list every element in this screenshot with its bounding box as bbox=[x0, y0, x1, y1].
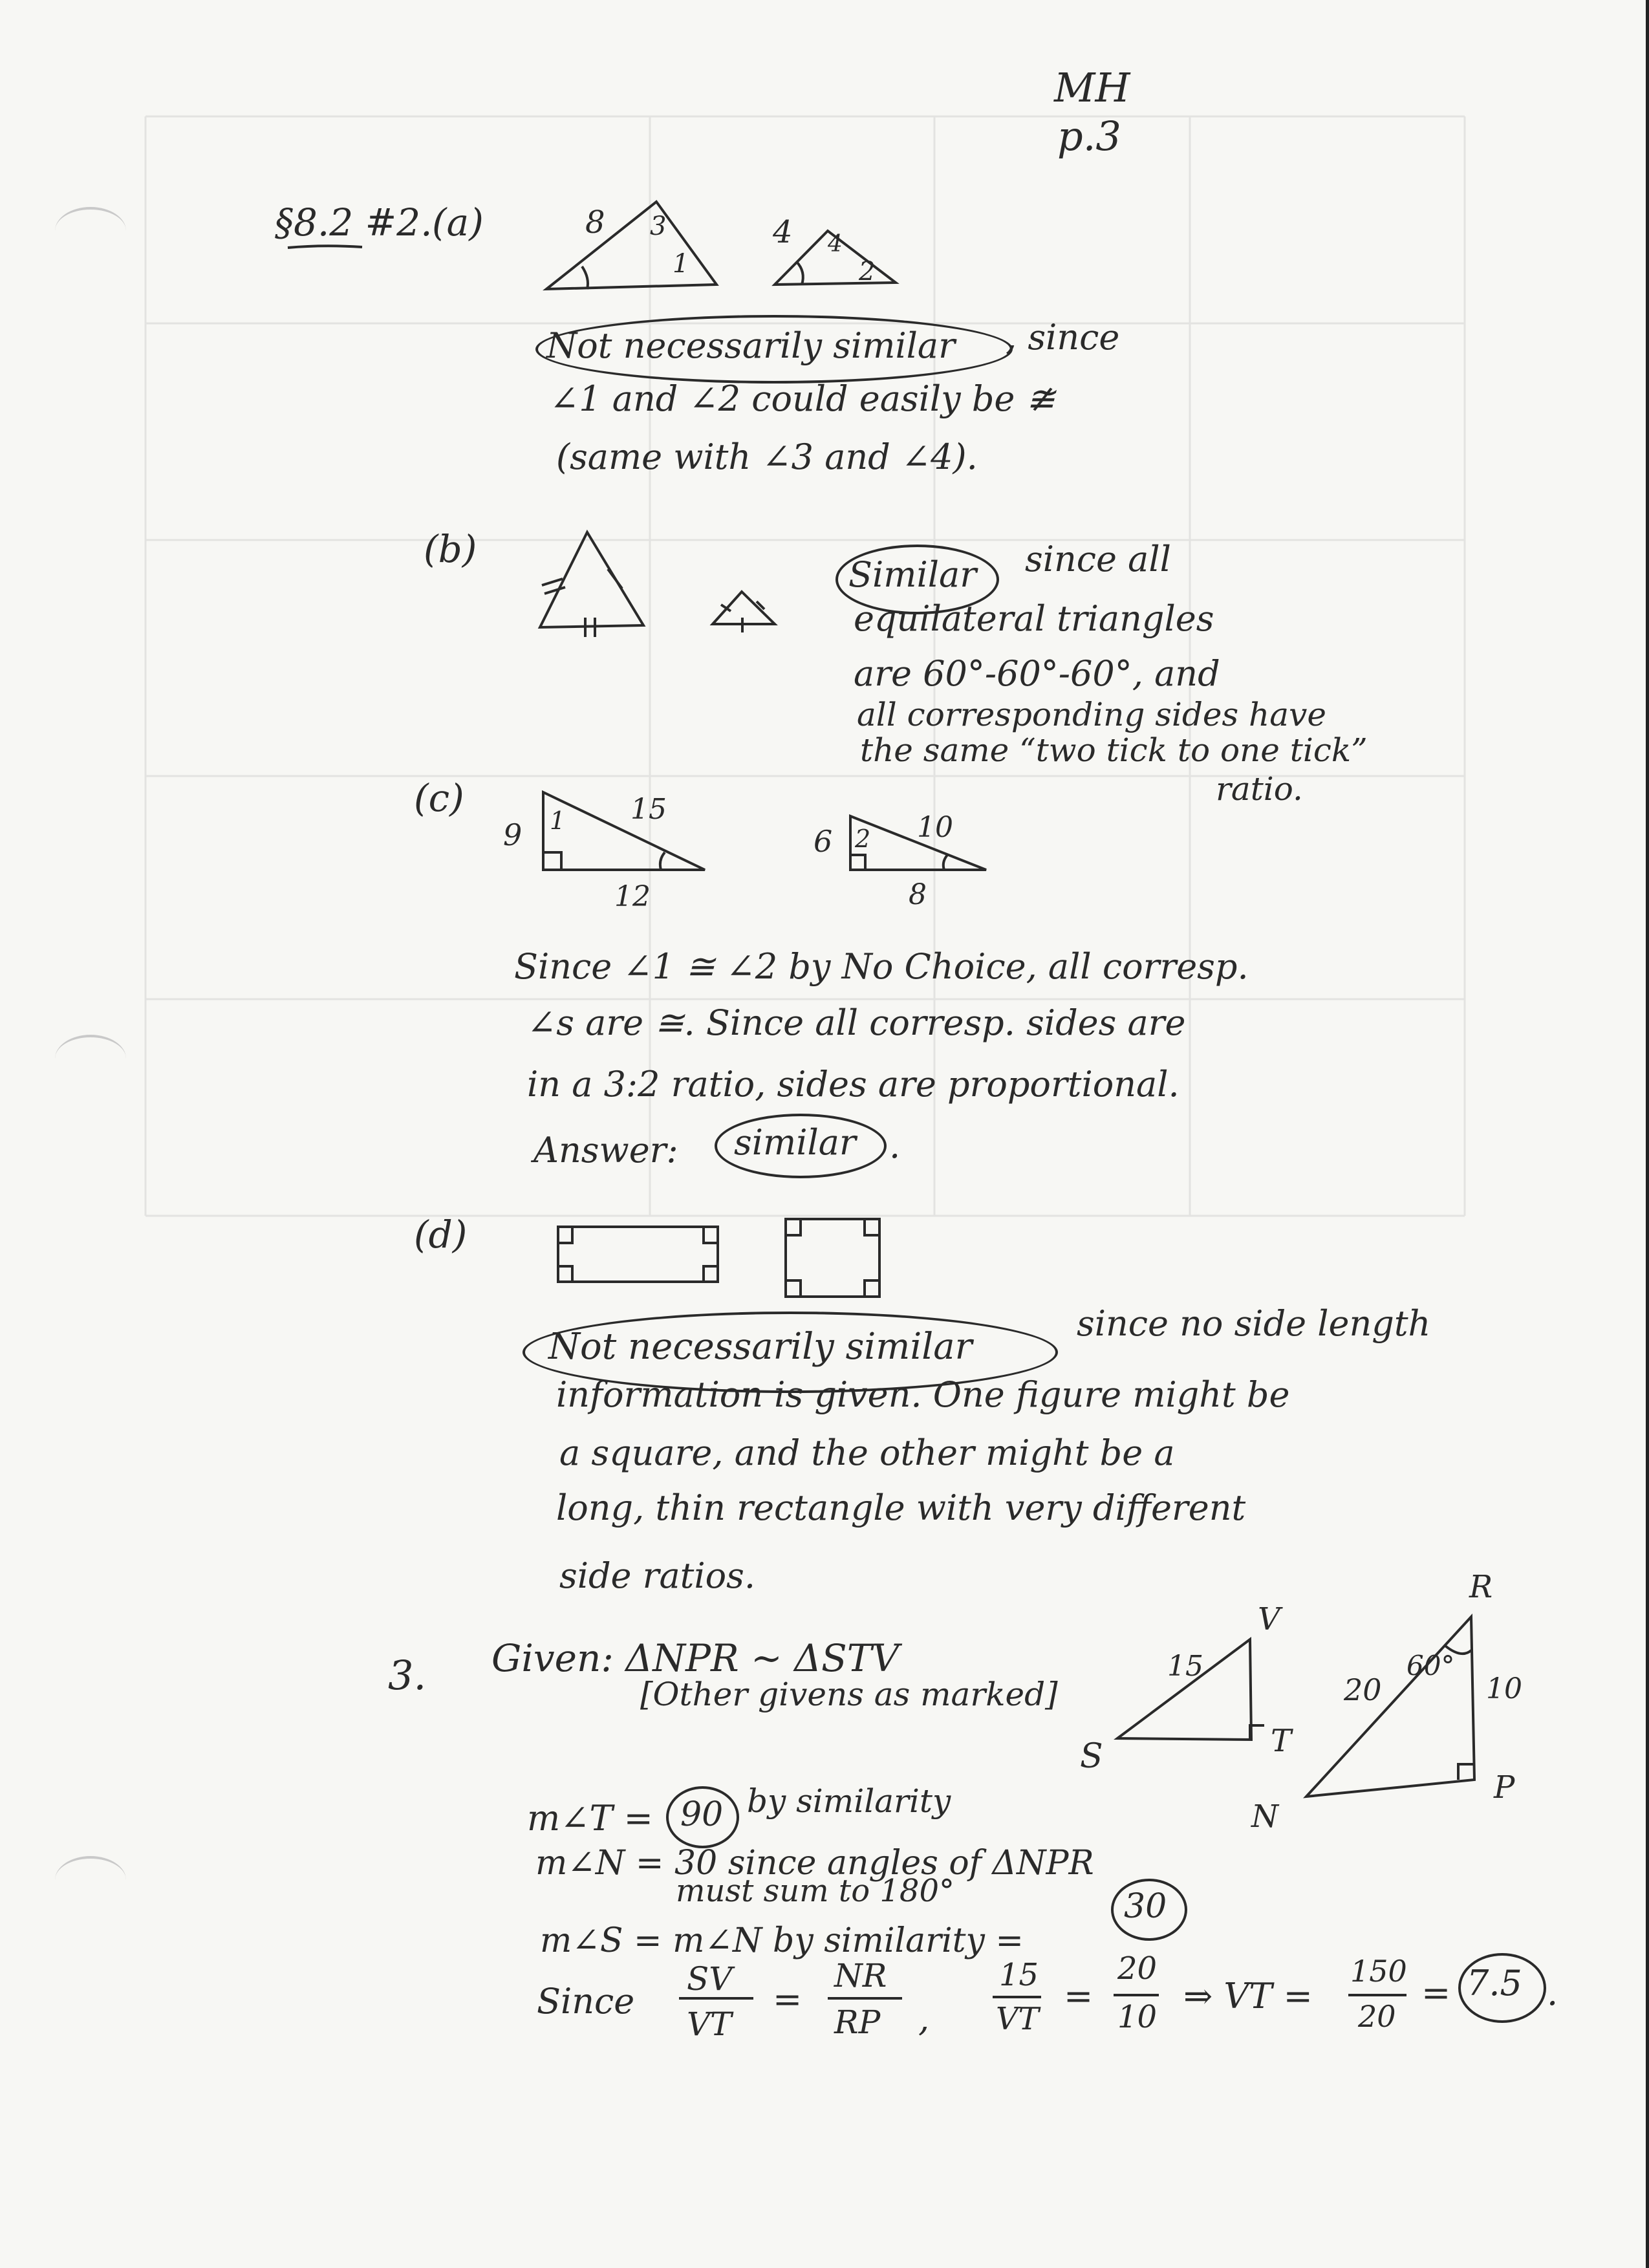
ratio-SV: SV bbox=[687, 1960, 733, 1998]
ratio-10: 10 bbox=[1117, 1999, 1158, 2035]
answer-b: Similar bbox=[848, 554, 977, 595]
fig-c-label-9: 9 bbox=[503, 817, 523, 852]
answer-d-line-3: a square, and the other might be a bbox=[559, 1432, 1175, 1473]
answer-d-since: since no side length bbox=[1077, 1303, 1431, 1344]
part-a-label: (a) bbox=[432, 200, 484, 244]
fig-c-label-8: 8 bbox=[909, 878, 927, 911]
implies-VT: ⇒ VT = bbox=[1183, 1976, 1313, 2016]
answer-c-period: . bbox=[889, 1125, 901, 1166]
final-answer: 7.5 bbox=[1467, 1963, 1522, 2003]
ratio-15: 15 bbox=[999, 1957, 1039, 1993]
angle-N-line: m∠N = 30 since angles of ΔNPR bbox=[535, 1844, 1094, 1883]
answer-c-line-1: Since ∠1 ≅ ∠2 by No Choice, all corresp. bbox=[514, 946, 1249, 987]
fig-3-label-20: 20 bbox=[1344, 1672, 1382, 1707]
answer-d: Not necessarily similar bbox=[548, 1326, 973, 1368]
fig-a-label-4-inner: 4 bbox=[828, 231, 843, 257]
problem-3-given: Given: ΔNPR ~ ΔSTV bbox=[491, 1636, 900, 1680]
header-page-number: p.3 bbox=[1057, 113, 1121, 160]
equals-1: = bbox=[773, 1979, 803, 2020]
ratio-VT-2: VT bbox=[996, 2001, 1039, 2037]
equals-2: = bbox=[1064, 1976, 1094, 2016]
answer-a-line-2: ∠1 and ∠2 could easily be ≇ bbox=[550, 378, 1055, 419]
fig-3-label-T: T bbox=[1271, 1723, 1292, 1759]
answer-a: Not necessarily similar bbox=[546, 325, 955, 366]
answer-c-line-2: ∠s are ≅. Since all corresp. sides are bbox=[527, 1002, 1186, 1043]
fig-3-label-15: 15 bbox=[1167, 1650, 1203, 1683]
fig-c-label-2: 2 bbox=[855, 825, 871, 853]
fig-a-label-1: 1 bbox=[673, 249, 689, 279]
problem-2-label: §8.2 #2. bbox=[275, 200, 433, 244]
answer-a-line-3: (same with ∠3 and ∠4). bbox=[556, 437, 978, 477]
fig-c-label-12: 12 bbox=[614, 880, 651, 913]
answer-a-since: , since bbox=[1006, 317, 1120, 358]
fig-3-label-V: V bbox=[1258, 1601, 1280, 1637]
answer-d-line-5: side ratios. bbox=[559, 1555, 756, 1596]
answer-b-line-3: are 60°-60°-60°, and bbox=[854, 653, 1220, 694]
fig-3-label-N: N bbox=[1251, 1798, 1278, 1835]
fig-c-label-10: 10 bbox=[917, 811, 953, 844]
angle-T-reason: by similarity bbox=[747, 1782, 951, 1820]
part-b-label: (b) bbox=[424, 527, 477, 571]
problem-3-other-givens: [Other givens as marked] bbox=[640, 1676, 1058, 1713]
ratio-VT: VT bbox=[687, 2005, 732, 2043]
angle-N-line-2: must sum to 180° bbox=[676, 1873, 954, 1909]
comma: , bbox=[918, 1998, 930, 2039]
answer-b-line-4: all corresponding sides have bbox=[857, 696, 1326, 733]
fig-3-label-60deg: 60° bbox=[1406, 1650, 1455, 1681]
part-c-label: (c) bbox=[414, 776, 464, 820]
answer-c: similar bbox=[734, 1122, 856, 1163]
answer-b-line-5: the same “two tick to one tick” bbox=[860, 731, 1368, 769]
ratio-RP: RP bbox=[834, 2003, 881, 2041]
fig-a-label-2: 2 bbox=[859, 257, 876, 286]
equals-3: = bbox=[1421, 1972, 1451, 2013]
part-d-label: (d) bbox=[414, 1213, 468, 1257]
answer-b-since: since all bbox=[1025, 539, 1171, 579]
angle-S-answer: 30 bbox=[1124, 1887, 1167, 1926]
fig-a-label-3: 3 bbox=[650, 211, 667, 241]
ratio-NR: NR bbox=[834, 1957, 887, 1994]
angle-S-line: m∠S = m∠N by similarity = bbox=[540, 1921, 1024, 1960]
angle-T-answer: 90 bbox=[680, 1795, 724, 1834]
ratio-150: 150 bbox=[1350, 1954, 1407, 1989]
final-period: . bbox=[1547, 1972, 1558, 2013]
angle-T-prefix: m∠T = bbox=[527, 1798, 653, 1839]
fig-a-label-4-outer: 4 bbox=[773, 214, 793, 250]
fig-c-label-1: 1 bbox=[550, 806, 566, 835]
header-initials: MH bbox=[1054, 64, 1130, 111]
problem-3-number: 3. bbox=[388, 1652, 427, 1699]
fig-c-label-6: 6 bbox=[814, 824, 833, 859]
answer-c-prefix: Answer: bbox=[534, 1130, 678, 1171]
answer-d-line-2: information is given. One figure might be bbox=[556, 1374, 1290, 1415]
answer-c-line-3: in a 3:2 ratio, sides are proportional. bbox=[527, 1064, 1180, 1105]
answer-b-line-2: equilateral triangles bbox=[854, 598, 1214, 639]
fig-3-label-P: P bbox=[1494, 1769, 1515, 1806]
fig-3-label-S: S bbox=[1080, 1737, 1103, 1776]
answer-d-line-4: long, thin rectangle with very different bbox=[556, 1487, 1246, 1528]
fig-a-label-8: 8 bbox=[585, 204, 605, 241]
fig-3-label-R: R bbox=[1469, 1569, 1493, 1605]
fig-c-label-15: 15 bbox=[630, 793, 667, 826]
ratio-20: 20 bbox=[1117, 1950, 1158, 1987]
fig-3-label-10: 10 bbox=[1486, 1672, 1522, 1705]
proportion-since: Since bbox=[537, 1981, 635, 2022]
ratio-20-b: 20 bbox=[1358, 1999, 1396, 2034]
answer-b-line-6: ratio. bbox=[1216, 770, 1303, 808]
